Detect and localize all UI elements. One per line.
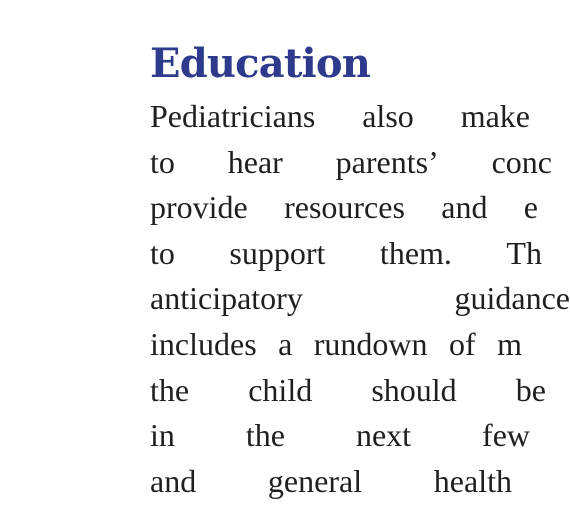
- body-paragraph: [150, 94, 570, 504]
- word: next: [355, 417, 412, 454]
- word: anticipatory: [150, 280, 303, 317]
- text-line: [150, 231, 542, 277]
- word: of: [448, 325, 476, 362]
- word: provide: [150, 189, 248, 226]
- word: general: [267, 462, 363, 499]
- word: them.: [379, 234, 452, 271]
- word: support: [229, 234, 326, 271]
- word: the: [245, 417, 285, 454]
- word: and: [441, 189, 488, 226]
- word: includes: [150, 325, 257, 362]
- word: resources: [284, 189, 405, 226]
- text-line: [150, 140, 552, 186]
- word: m: [497, 325, 522, 362]
- text-line: [150, 322, 522, 368]
- word: the: [150, 371, 190, 408]
- word: should: [371, 371, 457, 408]
- word: to: [150, 234, 175, 271]
- word: also: [362, 98, 414, 134]
- word: a: [278, 325, 293, 362]
- word: health: [433, 462, 512, 499]
- word: e: [523, 189, 538, 226]
- section-heading: Education: [150, 40, 371, 87]
- text-line: [150, 368, 546, 414]
- text-line: [150, 276, 570, 322]
- word: make: [460, 98, 530, 134]
- word: parents’: [335, 143, 439, 180]
- word: be: [515, 371, 546, 408]
- word: in: [150, 417, 175, 454]
- text-line: [150, 94, 530, 140]
- word: and: [150, 462, 197, 499]
- word: rundown: [313, 325, 428, 362]
- word: to: [150, 143, 175, 180]
- text-line: [150, 413, 530, 459]
- word: few: [482, 417, 530, 454]
- text-line: [150, 185, 538, 231]
- word: guidance: [454, 280, 570, 317]
- text-line: [150, 459, 512, 505]
- word: Th: [506, 234, 542, 271]
- word: child: [248, 371, 313, 408]
- word: Pediatricians: [150, 98, 316, 134]
- word: conc: [491, 143, 552, 180]
- word: hear: [227, 143, 283, 180]
